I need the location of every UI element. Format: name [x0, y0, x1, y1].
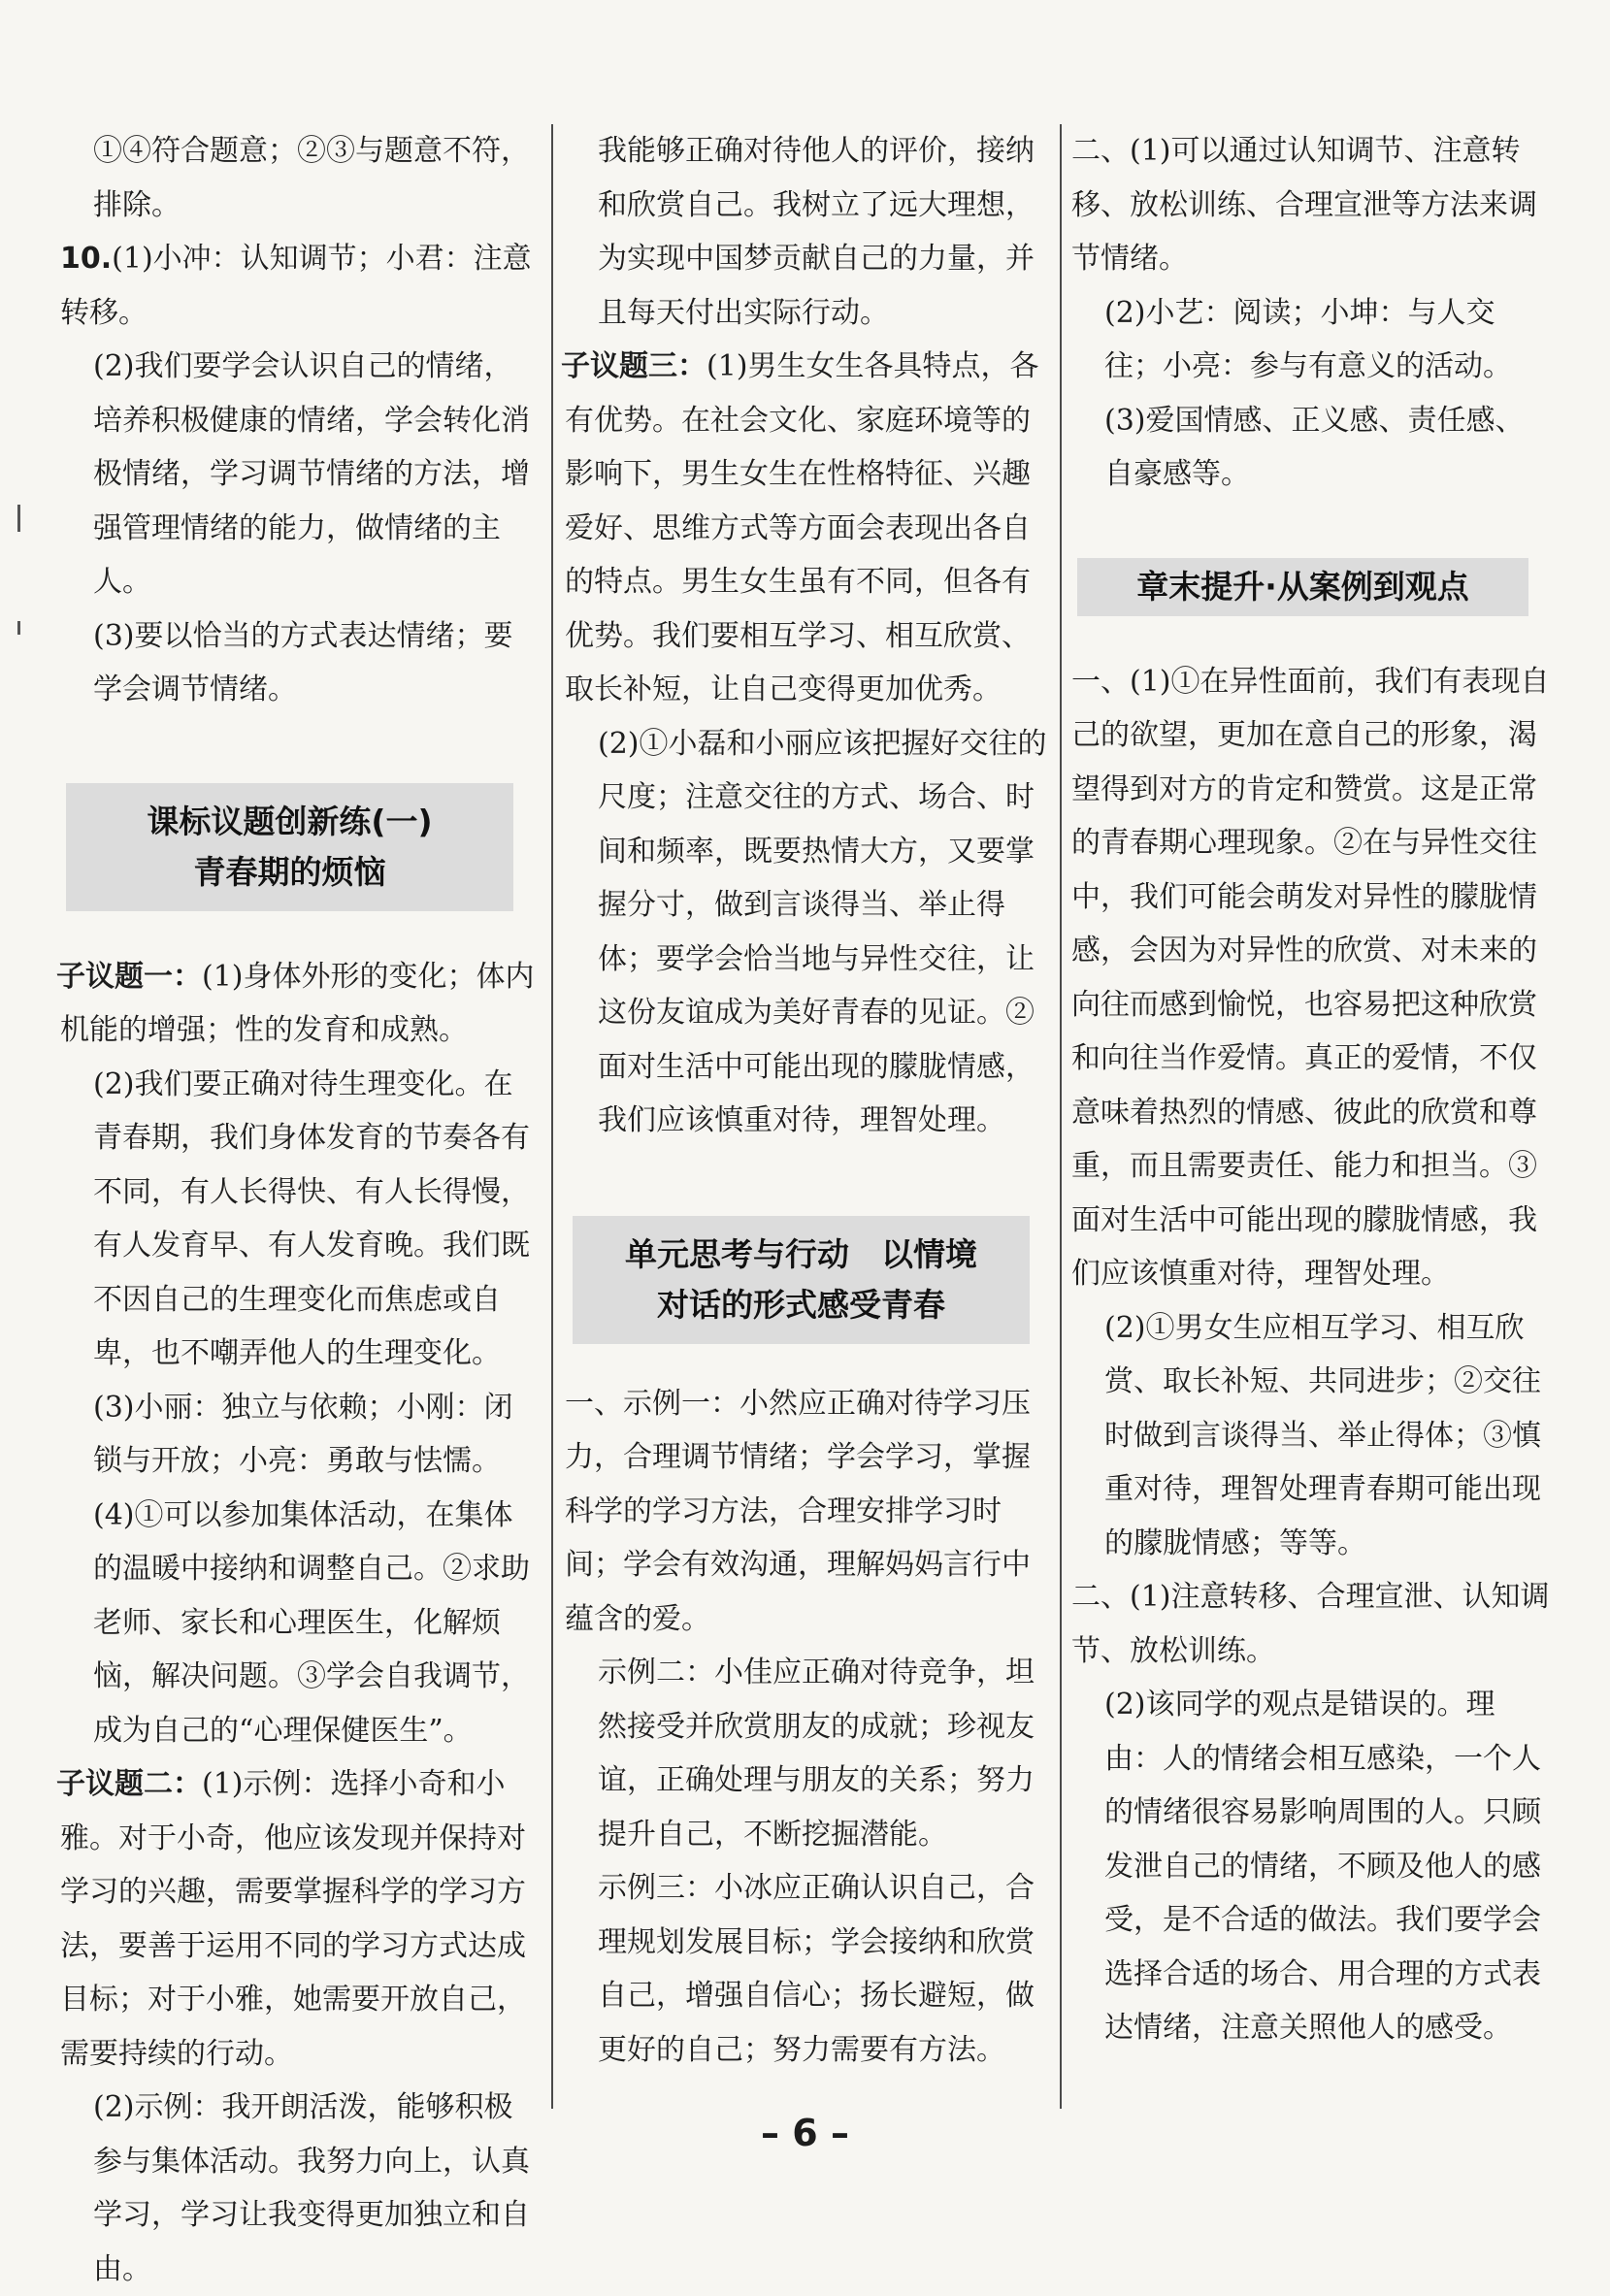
- answer-text: (1)男生女生各具特点，各有优势。在社会文化、家庭环境等的影响下，男生女生在性格特征、兴趣爱好、思维方式等方面会表现出各自的特点。男生女生虽有不同，但各有优势。我们要相互学习、相互欣赏、取长补短，让自己变得更加优秀。: [565, 349, 1039, 706]
- column-left: [56, 124, 541, 2296]
- question-10: [60, 232, 541, 340]
- section-heading-line: 课标议题创新练(一): [147, 802, 433, 840]
- answer-text: 我能够正确对待他人的评价，接纳和欣赏自己。我树立了远大理想，为实现中国梦贡献自己的力量，并且每天付出实际行动。: [598, 134, 1035, 330]
- sub-topic-label: 子议题一：: [56, 959, 202, 994]
- sub-topic-2: [56, 1757, 541, 2081]
- section-heading-line: 章末提升·从案例到观点: [1136, 567, 1469, 606]
- answer-text: (2)小艺：阅读；小坤：与人交往；小亮：参与有意义的活动。: [1104, 295, 1512, 383]
- answer-text: 排除。: [93, 187, 181, 222]
- page-number: – 6 –: [761, 2112, 849, 2154]
- column-middle: [561, 124, 1055, 2077]
- margin-mark-bottom: [17, 621, 20, 635]
- answer-text: (2)我们要学会认识自己的情绪，培养积极健康的情绪，学会转化消极情绪，学习调节情绪的方法，增强管理情绪的能力，做情绪的主人。: [93, 349, 530, 599]
- answer-text: (4)①可以参加集体活动，在集体的温暖中接纳和调整自己。②求助老师、家长和心理医生，化解烦恼，解决问题。③学会自我调节，成为自己的“心理保健医生”。: [93, 1497, 530, 1748]
- sub-topic-label: 子议题二：: [56, 1767, 202, 1801]
- column-divider-left: [551, 124, 553, 2109]
- answer-text: (2)我们要正确对待生理变化。在青春期，我们身体发育的节奏各有不同，有人长得快、有人长得慢，有人发育早、有人发育晚。我们既不因自己的生理变化而焦虑或自卑，也不嘲弄他人的生理变化。: [93, 1066, 530, 1370]
- answer-text: 一、(1)①在异性面前，我们有表现自己的欲望，更加在意自己的形象，渴望得到对方的肯定和赞赏。这是正常的青春期心理现象。②在与异性交往中，我们可能会萌发对异性的朦胧情感，会因为对异性的欣赏、对未来的向往而感到愉悦，也容易把这种欣赏和向往当作爱情。真正的爱情，不仅意味着热烈的情感、彼此的欣赏和尊重，而且需要责任、能力和担当。③面对生活中可能出现的朦胧情感，我们应该慎重对待，理智处理。: [1071, 664, 1550, 1291]
- answer-text: 二、(1)注意转移、合理宣泄、认知调节、放松训练。: [1071, 1580, 1550, 1668]
- sub-topic-label: 子议题三：: [561, 349, 706, 383]
- answer-text: (2)①男女生应相互学习、相互欣赏、取长补短、共同进步；②交往时做到言谈得当、举止得体；③慎重对待，理智处理青春期可能出现的朦胧情感；等等。: [1104, 1310, 1541, 1560]
- margin-mark-top: [17, 505, 20, 532]
- answer-text: (1)身体外形的变化；体内机能的增强；性的发育和成熟。: [60, 959, 535, 1047]
- answer-text: 示例三：小冰应正确认识自己，合理规划发展目标；学会接纳和欣赏自己，增强自信心；扬长避短，做更好的自己；努力需要有方法。: [598, 1871, 1035, 2067]
- answer-text: (2)①小磊和小丽应该把握好交往的尺度；注意交往的方式、场合、时间和频率，既要热情大方，又要掌握分寸，做到言谈得当、举止得体；要学会恰当地与异性交往，让这份友谊成为美好青春的见证。②面对生活中可能出现的朦胧情感，我们应该慎重对待，理智处理。: [598, 726, 1047, 1137]
- answer-text: 二、(1)可以通过认知调节、注意转移、放松训练、合理宣泄等方法来调节情绪。: [1071, 134, 1537, 276]
- answer-text: (1)示例：选择小奇和小雅。对于小奇，他应该发现并保持对学习的兴趣，需要掌握科学的学习方法，要善于运用不同的学习方式达成目标；对于小雅，她需要开放自己，需要持续的行动。: [60, 1767, 526, 2071]
- sub-topic-1: [56, 950, 541, 1058]
- question-number: 10.: [60, 242, 113, 276]
- section-heading-line: 对话的形式感受青春: [657, 1285, 945, 1324]
- answer-text: (3)小丽：独立与依赖；小刚：闭锁与开放；小亮：勇敢与怯懦。: [93, 1390, 513, 1478]
- section-heading-box: [1077, 558, 1528, 616]
- answer-text: ①④符合题意；②③与题意不符，: [93, 134, 530, 168]
- answer-text: (1)小冲：认知调节；小君：注意转移。: [60, 242, 532, 330]
- answer-text: (3)要以恰当的方式表达情绪；要学会调节情绪。: [93, 618, 513, 706]
- section-heading-box: [573, 1216, 1030, 1344]
- answer-text: (2)该同学的观点是错误的。理由：人的情绪会相互感染，一个人的情绪很容易影响周围的人。只顾发泄自己的情绪，不顾及他人的感受，是不合适的做法。我们要学会选择合适的场合、用合理的方式表达情绪，注意关照他人的感受。: [1104, 1688, 1541, 2045]
- answer-text: 示例二：小佳应正确对待竞争，坦然接受并欣赏朋友的成就；珍视友谊，正确处理与朋友的关系；努力提升自己，不断挖掘潜能。: [598, 1656, 1035, 1852]
- answer-text: (2)示例：我开朗活泼，能够积极参与集体活动。我努力向上，认真学习，学习让我变得更加独立和自由。: [93, 2090, 530, 2286]
- section-heading-box: [66, 783, 513, 911]
- answer-text: 一、示例一：小然应正确对待学习压力，合理调节情绪；学会学习，掌握科学的学习方法，合理安排学习时间；学会有效沟通，理解妈妈言行中蕴含的爱。: [565, 1386, 1031, 1636]
- section-heading-line: 单元思考与行动 以情境: [625, 1234, 977, 1273]
- answer-text: (3)爱国情感、正义感、责任感、自豪感等。: [1104, 403, 1525, 491]
- column-divider-right: [1060, 124, 1062, 2109]
- section-heading-line: 青春期的烦恼: [193, 852, 386, 891]
- sub-topic-3: [561, 340, 1055, 717]
- column-right: [1071, 124, 1552, 2055]
